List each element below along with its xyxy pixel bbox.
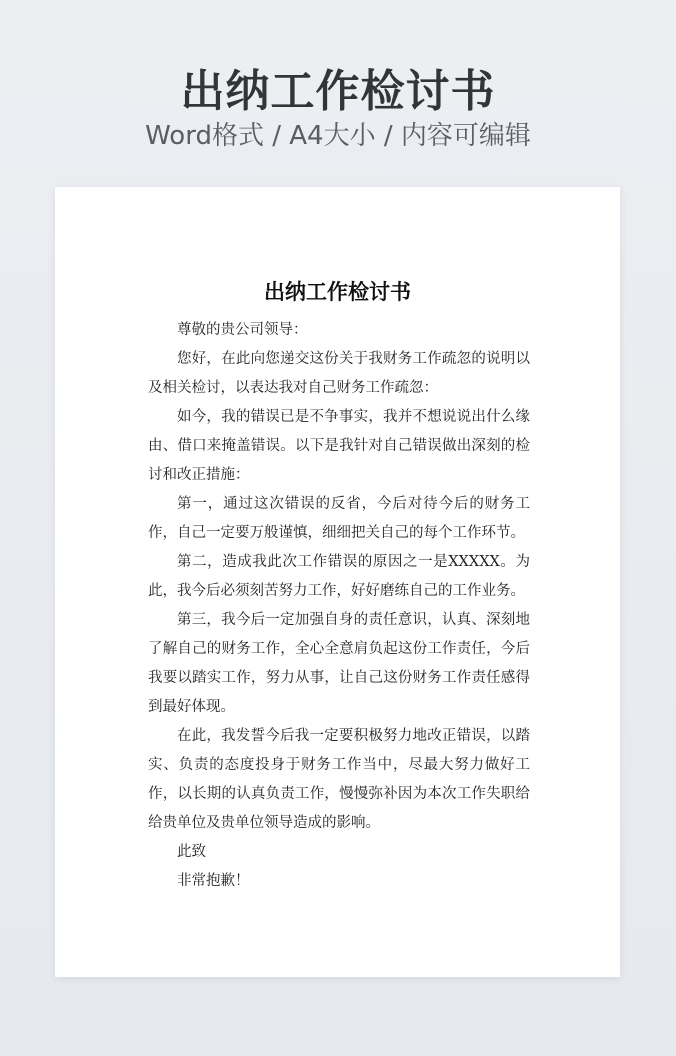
paragraph: 如今，我的错误已是不争事实，我并不想说说出什么缘由、借口来掩盖错误。以下是我针对自己错误做出深刻的检讨和改正措施： (148, 409, 530, 483)
paragraph: 您好，在此向您递交这份关于我财务工作疏忽的说明以及相关检讨，以表达我对自己财务工作疏忽： (148, 351, 530, 396)
closing-apology: 非常抱歉！ (177, 873, 250, 889)
page-title: 出纳工作检讨书 (180, 66, 496, 117)
document-page (55, 187, 620, 977)
document-title: 出纳工作检讨书 (264, 279, 411, 304)
closing: 此致 (177, 844, 206, 860)
paragraph: 第一，通过这次错误的反省，今后对待今后的财务工作，自己一定要万般谨慎，细细把关自己的每个工作环节。 (148, 496, 530, 541)
page-subtitle: Word格式 / A4大小 / 内容可编辑 (145, 121, 531, 151)
paragraph: 第三，我今后一定加强自身的责任意识，认真、深刻地了解自己的财务工作，全心全意肩负起这份工作责任，今后我要以踏实工作，努力从事，让自己这份财务工作责任感得到最好体现。 (148, 612, 530, 715)
paragraph: 在此，我发誓今后我一定要积极努力地改正错误，以踏实、负责的态度投身于财务工作当中，尽最大努力做好工作，以长期的认真负责工作，慢慢弥补因为本次工作失职给给贵单位及贵单位领导造成的影响。 (148, 728, 530, 831)
paragraph: 第二，造成我此次工作错误的原因之一是XXXXX。为此，我今后必须刻苦努力工作，好好磨练自己的工作业务。 (148, 554, 530, 599)
document-body (148, 316, 530, 896)
salutation: 尊敬的贵公司领导： (177, 322, 308, 338)
